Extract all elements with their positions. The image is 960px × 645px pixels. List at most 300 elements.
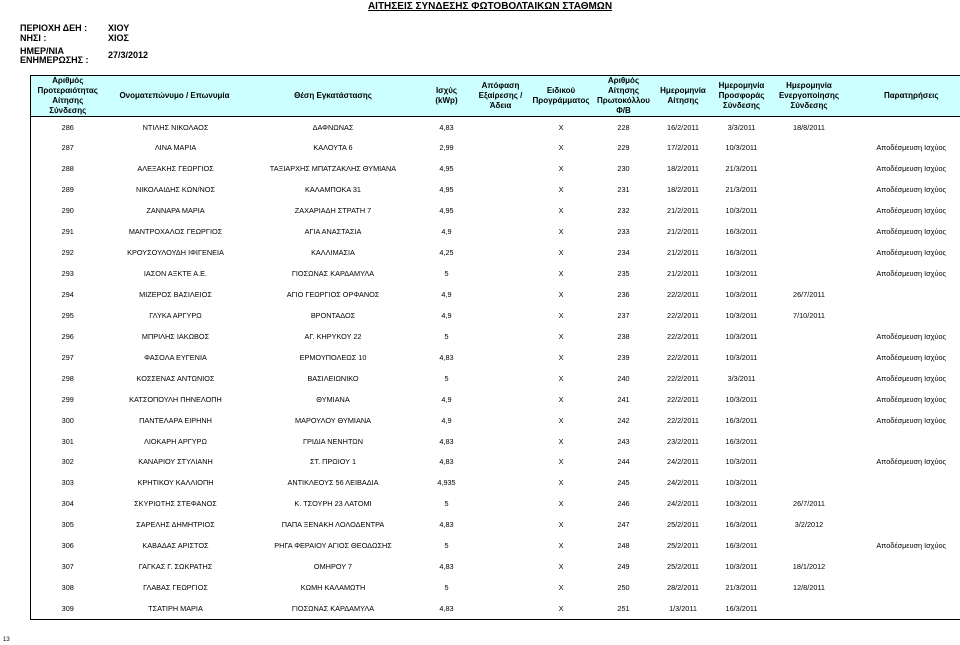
table-cell: Χ xyxy=(558,415,564,425)
table-cell: Αποδέσμευση Ισχύος xyxy=(847,263,960,284)
table-cell: Χ xyxy=(558,269,564,279)
table-cell xyxy=(772,347,847,368)
table-cell: 10/3/2011 xyxy=(725,206,758,216)
table-cell: Χ xyxy=(558,164,564,174)
table-row xyxy=(31,326,960,347)
table-cell: ΑΝΤΙΚΛΕΟΥΣ 56 ΛΕΙΒΑΔΙΑ xyxy=(287,478,379,488)
table-cell: Αποδέσμευση Ισχύος xyxy=(847,347,960,368)
table-cell: ΛΙΟΚΑΡΗ ΑΡΓΥΡΩ xyxy=(143,436,207,446)
table-cell: 307 xyxy=(31,556,105,577)
table-row xyxy=(31,137,960,158)
table-cell: Χ xyxy=(558,478,564,488)
table-cell xyxy=(472,221,530,242)
table-cell: 239 xyxy=(617,352,630,362)
table-cell: ΖΑΧΑΡΙΑΔΗ ΣΤΡΑΤΗ 7 xyxy=(294,206,372,216)
table-cell xyxy=(472,137,530,158)
table-cell xyxy=(472,556,530,577)
table-cell: 230 xyxy=(617,164,630,174)
table-cell: 16/2/2011 xyxy=(667,122,699,132)
table-cell: ΟΜΗΡΟΥ 7 xyxy=(313,562,353,572)
table-cell: 1/3/2011 xyxy=(655,598,712,619)
table-cell: ΚΡΗΤΙΚΟΥ ΚΑΛΛΙΟΠΗ xyxy=(137,478,214,488)
table-cell: Χ xyxy=(558,394,564,404)
table-cell: 4,25 xyxy=(439,248,454,258)
table-cell: 236 xyxy=(617,289,630,299)
table-cell: 290 xyxy=(31,200,105,221)
table-cell: ΓΙΟΣΩΝΑΣ ΚΑΡΔΑΜΥΛΑ xyxy=(245,598,422,619)
table-cell: ΓΙΟΣΩΝΑΣ ΚΑΡΔΑΜΥΛΑ xyxy=(291,269,375,279)
table-cell: 18/2/2011 xyxy=(667,185,699,195)
table-cell: 24/2/2011 xyxy=(667,478,699,488)
region-label: ΠΕΡΙΟΧΗ ΔΕΗ : xyxy=(20,23,88,33)
column-header: Ημερομηνία Ενεργοποίησης Σύνδεσης xyxy=(772,76,847,117)
table-cell xyxy=(847,556,960,577)
table-cell: ΜΙΖΕΡΟΣ ΒΑΣΙΛΕΙΟΣ xyxy=(139,289,212,299)
table-cell xyxy=(472,514,530,535)
table-cell: 234 xyxy=(617,248,630,258)
table-cell xyxy=(772,452,847,473)
table-cell: ΙΑΣΟΝ ΑΞΚΤΕ Α.Ε. xyxy=(143,269,208,279)
table-cell: 28/2/2011 xyxy=(667,583,699,593)
table-cell: 18/1/2012 xyxy=(792,562,826,572)
table-cell: 22/2/2011 xyxy=(667,352,699,362)
table-cell: 305 xyxy=(31,514,105,535)
table-cell: 18/2/2011 xyxy=(667,164,699,174)
column-header: Αριθμός Αίτησης Πρωτοκόλλου Φ/Β xyxy=(593,76,655,117)
table-row xyxy=(31,200,960,221)
table-cell: 249 xyxy=(617,562,630,572)
table-cell: 2,99 xyxy=(439,143,454,153)
table-cell: 21/2/2011 xyxy=(667,248,699,258)
table-cell: ΣΚΥΡΙΩΤΗΣ ΣΤΕΦΑΝΟΣ xyxy=(134,499,217,509)
table-cell: 242 xyxy=(617,415,630,425)
table-cell xyxy=(847,431,960,452)
table-row xyxy=(31,535,960,556)
table-row xyxy=(31,514,960,535)
table-cell: 304 xyxy=(31,493,105,514)
table-cell xyxy=(772,368,847,389)
table-cell: 10/3/2011 xyxy=(725,499,758,509)
table-cell: 22/2/2011 xyxy=(667,415,699,425)
table-cell: ΑΛΕΞΑΚΗΣ ΓΕΩΡΓΙΟΣ xyxy=(137,164,214,174)
table-cell: 294 xyxy=(31,284,105,305)
table-cell: 16/3/2011 xyxy=(712,598,772,619)
table-cell xyxy=(472,389,530,410)
table-row xyxy=(31,305,960,326)
table-cell: ΚΑΛΟΥΤΑ 6 xyxy=(313,143,353,153)
table-cell: 246 xyxy=(617,499,630,509)
table-row xyxy=(31,117,960,138)
column-header: Ειδικού Προγράμματος xyxy=(530,76,593,117)
table-cell: 250 xyxy=(617,583,630,593)
table-row xyxy=(31,263,960,284)
table-cell xyxy=(772,158,847,179)
table-cell xyxy=(847,577,960,598)
table-cell xyxy=(472,452,530,473)
table-cell: 289 xyxy=(31,179,105,200)
table-row xyxy=(31,598,960,619)
table-cell: Χ xyxy=(558,331,564,341)
table-cell xyxy=(772,263,847,284)
table-cell: ΔΑΦΝΩΝΑΣ xyxy=(312,122,354,132)
table-cell: Κ. ΤΣΟΥΡΗ 23 ΛΑΤΟΜΙ xyxy=(294,499,372,509)
page-number: 13 xyxy=(3,637,10,643)
table-cell: 22/2/2011 xyxy=(667,373,699,383)
table-cell: 5 xyxy=(444,499,449,509)
table-cell: 291 xyxy=(31,221,105,242)
header-row xyxy=(31,76,960,117)
table-cell xyxy=(772,221,847,242)
table-cell: ΚΟΣΣΕΝΑΣ ΑΝΤΩΝΙΟΣ xyxy=(136,373,215,383)
table-cell xyxy=(847,598,960,619)
table-cell: 7/10/2011 xyxy=(793,310,825,320)
table-cell: 231 xyxy=(617,185,630,195)
table-cell: Χ xyxy=(558,499,564,509)
table-cell: Χ xyxy=(558,541,564,551)
table-cell xyxy=(472,117,530,138)
column-header: Ονοματεπώνυμο / Επωνυμία xyxy=(105,76,245,117)
table-cell: 286 xyxy=(31,117,105,138)
table-cell: 241 xyxy=(617,394,630,404)
island-value: ΧΙΟΣ xyxy=(108,33,129,43)
table-cell: 300 xyxy=(31,410,105,431)
applications-table xyxy=(30,75,960,620)
table-cell: Χ xyxy=(558,289,564,299)
table-cell xyxy=(772,200,847,221)
table-cell: 235 xyxy=(617,269,630,279)
table-cell: 17/2/2011 xyxy=(667,143,699,153)
table-cell: 25/2/2011 xyxy=(667,562,699,572)
table-cell: Αποδέσμευση Ισχύος xyxy=(847,137,960,158)
table-cell xyxy=(472,305,530,326)
table-row xyxy=(31,410,960,431)
table-cell: 248 xyxy=(617,541,630,551)
table-row xyxy=(31,577,960,598)
table-cell: ΜΑΝΤΡΟΧΑΛΟΣ ΓΕΩΡΓΙΟΣ xyxy=(128,227,223,237)
column-header: Αριθμός Προτεραιότητας Αίτησης Σύνδεσης xyxy=(31,76,105,117)
table-cell xyxy=(772,389,847,410)
table-cell: 4,9 xyxy=(441,227,452,237)
table-cell: ΜΑΡΟΥΛΟΥ ΘΥΜΙΑΝΑ xyxy=(295,415,371,425)
table-cell xyxy=(472,368,530,389)
table-cell: 287 xyxy=(31,137,105,158)
table-cell: 232 xyxy=(617,206,630,216)
table-row xyxy=(31,368,960,389)
table-cell: Χ xyxy=(558,436,564,446)
column-header: Ημερομηνία Αίτησης xyxy=(655,76,712,117)
table-cell: Αποδέσμευση Ισχύος xyxy=(847,452,960,473)
table-cell xyxy=(772,179,847,200)
table-cell: ΝΙΚΟΛΑΙΔΗΣ ΚΩΝ/ΝΟΣ xyxy=(135,185,215,195)
table-cell: ΦΑΣΟΛΑ ΕΥΓΕΝΙΑ xyxy=(144,352,207,362)
table-cell xyxy=(472,431,530,452)
table-cell: ΚΑΒΑΔΑΣ ΑΡΙΣΤΟΣ xyxy=(142,541,209,551)
table-cell: 10/3/2011 xyxy=(725,478,758,488)
table-cell: 4,83 xyxy=(439,352,454,362)
table-cell: 4,83 xyxy=(439,520,454,530)
table-cell: 10/3/2011 xyxy=(725,457,758,467)
table-cell: Χ xyxy=(558,562,564,572)
table-cell: ΖΑΝΝΑΡΑ ΜΑΡΙΑ xyxy=(146,206,205,216)
table-cell xyxy=(847,514,960,535)
table-cell: ΓΡΙΔΙΑ ΝΕΝΗΤΩΝ xyxy=(302,436,364,446)
table-row xyxy=(31,431,960,452)
table-cell: Χ xyxy=(530,598,593,619)
table-cell: 233 xyxy=(617,227,630,237)
table-cell: Χ xyxy=(558,520,564,530)
table-cell: Αποδέσμευση Ισχύος xyxy=(847,200,960,221)
table-cell: Χ xyxy=(558,248,564,258)
table-cell: 296 xyxy=(31,326,105,347)
table-cell: ΠΑΠΑ ΞΕΝΑΚΗ ΛΟΛΟΔΕΝΤΡΑ xyxy=(281,520,385,530)
table-cell: Αποδέσμευση Ισχύος xyxy=(847,410,960,431)
table-cell xyxy=(472,535,530,556)
table-cell: 16/3/2011 xyxy=(725,227,758,237)
table-cell xyxy=(847,493,960,514)
table-row xyxy=(31,389,960,410)
island-label: ΝΗΣΙ : xyxy=(20,33,47,43)
table-cell: 21/2/2011 xyxy=(667,206,699,216)
table-row xyxy=(31,347,960,368)
table-cell: 303 xyxy=(31,472,105,493)
table-cell: 21/3/2011 xyxy=(725,185,758,195)
table-cell: Χ xyxy=(558,457,564,467)
table-cell: 4,935 xyxy=(437,478,456,488)
table-cell xyxy=(772,326,847,347)
table-cell: 298 xyxy=(31,368,105,389)
table-row xyxy=(31,179,960,200)
column-header: Ημερομηνία Προσφοράς Σύνδεσης xyxy=(712,76,772,117)
table-cell: Αποδέσμευση Ισχύος xyxy=(847,535,960,556)
table-cell: 288 xyxy=(31,158,105,179)
table-cell: 23/2/2011 xyxy=(667,436,699,446)
table-cell: Αποδέσμευση Ισχύος xyxy=(847,389,960,410)
table-cell: 4,9 xyxy=(441,394,452,404)
table-cell: ΒΑΣΙΛΕΙΩΝΙΚΟ xyxy=(307,373,359,383)
table-header xyxy=(31,76,960,117)
table-cell: 26/7/2011 xyxy=(793,289,825,299)
table-cell: 4,95 xyxy=(439,185,454,195)
table-cell xyxy=(847,284,960,305)
table-cell: 22/2/2011 xyxy=(667,331,699,341)
table-cell: 244 xyxy=(617,457,630,467)
table-cell: 21/2/2011 xyxy=(667,227,699,237)
table-cell xyxy=(847,305,960,326)
table-cell: ΝΤΙΛΗΣ ΝΙΚΟΛΑΟΣ xyxy=(142,122,209,132)
table-cell: 21/3/2011 xyxy=(725,164,758,174)
table-cell xyxy=(472,263,530,284)
table-row xyxy=(31,221,960,242)
table-cell: 295 xyxy=(31,305,105,326)
table-cell: 4,83 xyxy=(439,436,454,446)
table-cell: 24/2/2011 xyxy=(667,457,699,467)
table-cell: Αποδέσμευση Ισχύος xyxy=(847,158,960,179)
table-row xyxy=(31,493,960,514)
table-cell: 16/3/2011 xyxy=(725,520,758,530)
table-cell xyxy=(772,431,847,452)
update-date-label-2: ΕΝΗΜΕΡΩΣΗΣ : xyxy=(20,55,89,65)
table-cell: 302 xyxy=(31,452,105,473)
table-cell: 21/2/2011 xyxy=(667,269,699,279)
table-cell: 5 xyxy=(444,269,449,279)
table-cell: 4,9 xyxy=(441,310,452,320)
table-cell xyxy=(472,242,530,263)
table-row xyxy=(31,242,960,263)
table-cell xyxy=(772,535,847,556)
table-cell xyxy=(847,472,960,493)
table-cell: 4,9 xyxy=(441,415,452,425)
table-cell: 16/3/2011 xyxy=(725,415,758,425)
table-cell: 4,83 xyxy=(439,122,454,132)
table-cell: ΜΠΡΙΛΗΣ ΙΑΚΩΒΟΣ xyxy=(141,331,210,341)
table-cell xyxy=(472,347,530,368)
table-cell: 21/3/2011 xyxy=(725,583,758,593)
table-cell: ΑΓ. ΚΗΡΥΚΟΥ 22 xyxy=(304,331,362,341)
table-cell xyxy=(472,472,530,493)
table-cell: 10/3/2011 xyxy=(725,331,758,341)
table-cell: 5 xyxy=(444,541,449,551)
table-cell: ΓΑΓΚΑΣ Γ. ΣΩΚΡΑΤΗΣ xyxy=(138,562,213,572)
table-cell xyxy=(772,410,847,431)
table-cell: ΓΛΥΚΑ ΑΡΓΥΡΩ xyxy=(149,310,202,320)
table-cell xyxy=(772,598,847,619)
table-cell: Αποδέσμευση Ισχύος xyxy=(847,368,960,389)
table-cell: ΕΡΜΟΥΠΟΛΕΩΣ 10 xyxy=(299,352,367,362)
table-cell xyxy=(772,137,847,158)
table-cell: 24/2/2011 xyxy=(667,499,699,509)
table-cell: 299 xyxy=(31,389,105,410)
table-cell: 292 xyxy=(31,242,105,263)
table-cell xyxy=(472,326,530,347)
table-cell: ΣΑΡΕΛΗΣ ΔΗΜΗΤΡΙΟΣ xyxy=(136,520,215,530)
table-cell xyxy=(472,200,530,221)
table-cell: 10/3/2011 xyxy=(725,143,758,153)
table-cell: 3/3/2011 xyxy=(727,373,756,383)
table-cell xyxy=(472,284,530,305)
table-cell: 10/3/2011 xyxy=(725,562,758,572)
table-cell: Αποδέσμευση Ισχύος xyxy=(847,179,960,200)
table-cell: 238 xyxy=(617,331,630,341)
table-cell: ΚΑΤΣΟΠΟΥΛΗ ΠΗΝΕΛΟΠΗ xyxy=(129,394,222,404)
table-cell: 243 xyxy=(617,436,630,446)
update-date-label-1: ΗΜΕΡ/ΝΙΑ xyxy=(20,46,65,56)
table-cell: ΚΩΜΗ ΚΑΛΑΜΩΤΗ xyxy=(300,583,366,593)
table-cell xyxy=(472,158,530,179)
table-cell: Χ xyxy=(558,373,564,383)
table-cell: 10/3/2011 xyxy=(725,310,758,320)
table-cell: 22/2/2011 xyxy=(667,310,699,320)
table-cell: 22/2/2011 xyxy=(667,289,699,299)
table-cell xyxy=(472,493,530,514)
update-date-value: 27/3/2012 xyxy=(108,50,149,60)
table-cell: 4,9 xyxy=(441,289,452,299)
table-cell: 308 xyxy=(31,577,105,598)
table-cell: 18/8/2011 xyxy=(793,122,825,132)
table-cell xyxy=(847,117,960,138)
table-cell: ΤΣΑΤΙΡΗ ΜΑΡΙΑ xyxy=(105,598,245,619)
column-header: Παρατηρήσεις xyxy=(847,76,960,117)
table-cell: ΛΙΝΑ ΜΑΡΙΑ xyxy=(154,143,197,153)
table-cell xyxy=(472,598,530,619)
table-cell: ΑΓΙΟ ΓΕΩΡΓΙΟΣ ΟΡΦΑΝΟΣ xyxy=(286,289,380,299)
table-cell: 240 xyxy=(617,373,630,383)
table-cell xyxy=(472,577,530,598)
table-cell: 12/8/2011 xyxy=(793,583,825,593)
region-value: ΧΙΟΥ xyxy=(108,23,130,33)
table-cell: Χ xyxy=(558,310,564,320)
table-cell: 301 xyxy=(31,431,105,452)
table-cell: 3/2/2012 xyxy=(794,520,824,530)
table-cell: Χ xyxy=(558,206,564,216)
table-row xyxy=(31,158,960,179)
table-cell: ΚΑΝΑΡΙΟΥ ΣΤΥΛΙΑΝΗ xyxy=(138,457,213,467)
table-cell: 251 xyxy=(593,598,655,619)
table-row xyxy=(31,284,960,305)
table-cell: Χ xyxy=(558,227,564,237)
table-row xyxy=(31,556,960,577)
column-header: Θέση Εγκατάστασης xyxy=(245,76,422,117)
table-cell: Χ xyxy=(558,185,564,195)
table-cell: Χ xyxy=(558,583,564,593)
table-cell: 293 xyxy=(31,263,105,284)
column-header: Ισχύς (kWp) xyxy=(422,76,472,117)
table-cell: ΒΡΟΝΤΑΔΟΣ xyxy=(310,310,356,320)
table-cell: ΤΑΞΙΑΡΧΗΣ ΜΠΑΤΖΑΚΛΗΣ ΘΥΜΙΑΝΑ xyxy=(269,164,397,174)
table-cell: 3/3/2011 xyxy=(727,122,756,132)
table-cell: 297 xyxy=(31,347,105,368)
table-cell: ΚΡΟΥΣΟΥΛΟΥΔΗ ΙΦΙΓΕΝΕΙΑ xyxy=(127,248,224,258)
table-cell: Χ xyxy=(558,143,564,153)
table-cell: Χ xyxy=(558,352,564,362)
table-cell: 4,83 xyxy=(422,598,472,619)
table-cell: 10/3/2011 xyxy=(725,394,758,404)
column-header: Απόφαση Εξαίρεσης / Άδεια xyxy=(472,76,530,117)
table-cell: ΠΑΝΤΕΛΑΡΑ ΕΙΡΗΝΗ xyxy=(139,415,212,425)
table-cell: 10/3/2011 xyxy=(725,269,758,279)
table-row xyxy=(31,452,960,473)
table-cell: ΓΛΑΒΑΣ ΓΕΩΡΓΙΟΣ xyxy=(143,583,208,593)
table-cell: 16/3/2011 xyxy=(725,436,758,446)
table-cell: 5 xyxy=(444,331,449,341)
table-cell: 4,95 xyxy=(439,164,454,174)
table-cell: 5 xyxy=(444,583,449,593)
table-cell: Χ xyxy=(558,122,564,132)
table-cell: Αποδέσμευση Ισχύος xyxy=(847,326,960,347)
table-cell: 237 xyxy=(617,310,630,320)
table-cell: Αποδέσμευση Ισχύος xyxy=(847,242,960,263)
page-title: ΑΙΤΗΣΕΙΣ ΣΥΝΔΕΣΗΣ ΦΩΤΟΒΟΛΤΑΙΚΩΝ ΣΤΑΘΜΩΝ xyxy=(367,1,613,12)
table-cell: ΑΓΙΑ ΑΝΑΣΤΑΣΙΑ xyxy=(304,227,362,237)
table-cell xyxy=(472,410,530,431)
table-cell: 4,83 xyxy=(439,562,454,572)
table-body xyxy=(31,117,960,620)
table-cell: ΚΑΛΛΙΜΑΣΙΑ xyxy=(311,248,355,258)
table-cell: 10/3/2011 xyxy=(725,289,758,299)
table-cell: 5 xyxy=(444,373,449,383)
table-cell: 25/2/2011 xyxy=(667,520,699,530)
table-cell: 25/2/2011 xyxy=(667,541,699,551)
table-cell: ΘΥΜΙΑΝΑ xyxy=(316,394,350,404)
table-cell: 26/7/2011 xyxy=(793,499,825,509)
table-cell xyxy=(772,472,847,493)
table-row xyxy=(31,472,960,493)
table-cell: ΚΑΛΑΜΠΟΚΑ 31 xyxy=(305,185,361,195)
table-cell: Αποδέσμευση Ισχύος xyxy=(847,221,960,242)
table-cell xyxy=(472,179,530,200)
table-cell: ΣΤ. ΠΡΩΙΟΥ 1 xyxy=(309,457,357,467)
table-cell: 309 xyxy=(31,598,105,619)
table-cell: 16/3/2011 xyxy=(725,248,758,258)
